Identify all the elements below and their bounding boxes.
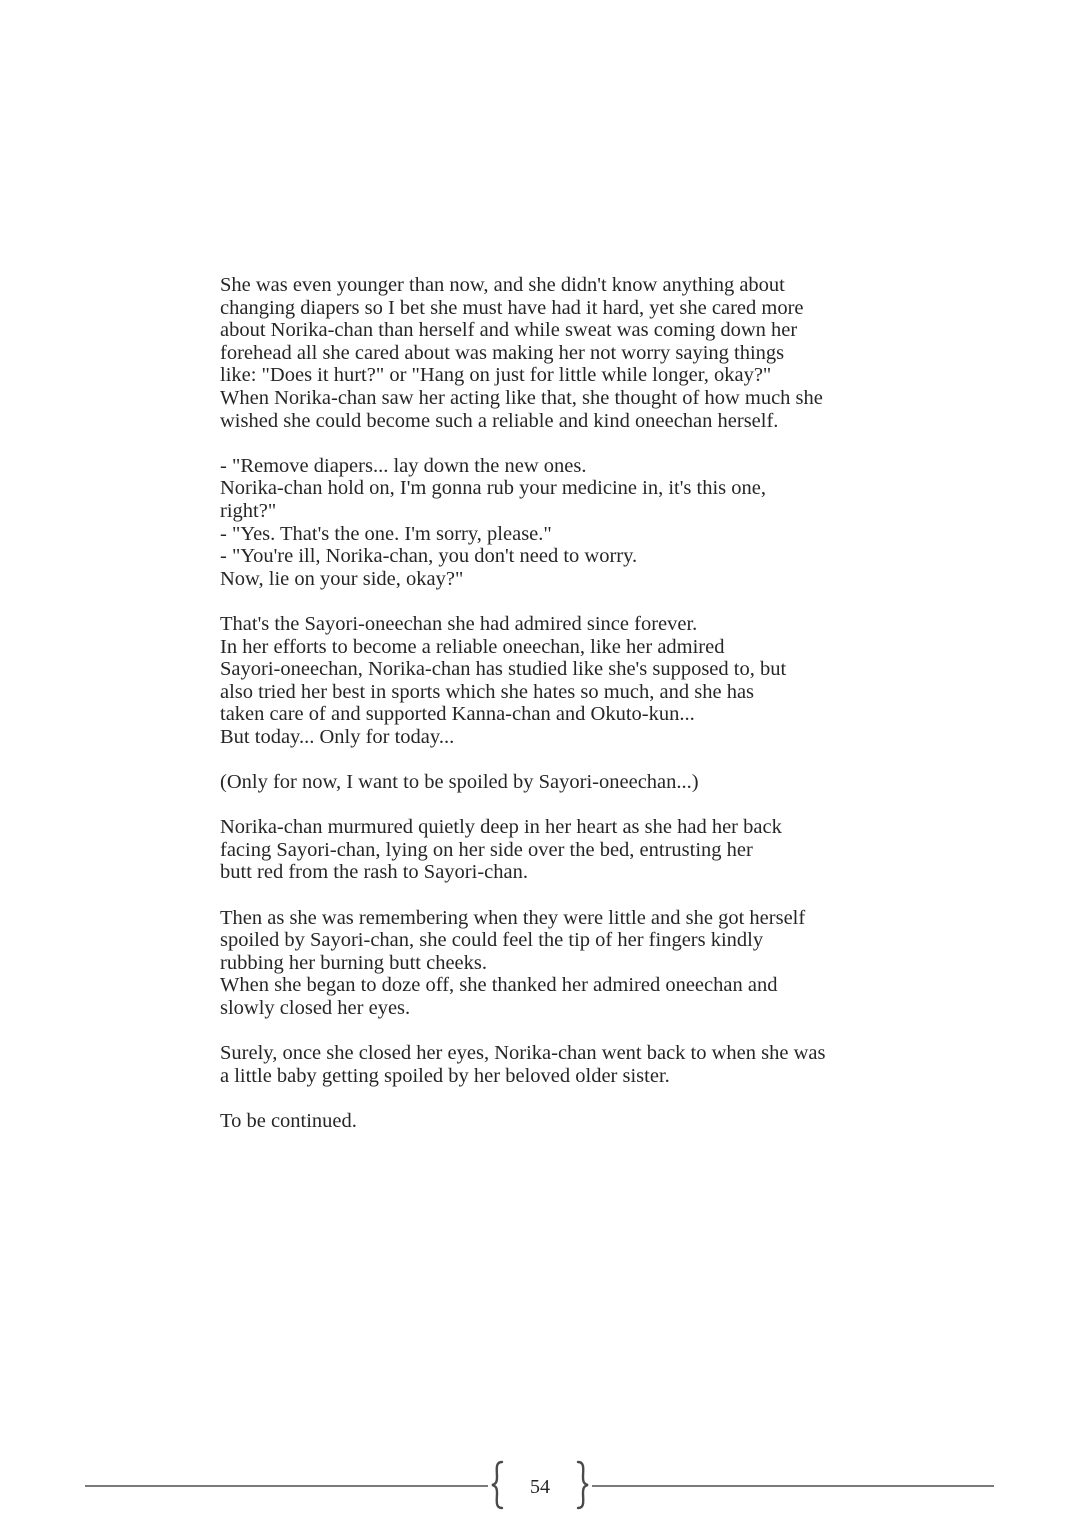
paragraph-8	[220, 1110, 900, 1133]
footer-rule-right	[592, 1485, 994, 1487]
text-line: When she began to doze off, she thanked her admired oneechan and	[220, 974, 778, 997]
text-line: facing Sayori-chan, lying on her side over the bed, entrusting her	[220, 838, 753, 861]
text-line: - "Yes. That's the one. I'm sorry, please."	[220, 522, 552, 545]
left-brace-icon	[490, 1460, 504, 1510]
paragraph-7	[220, 1042, 900, 1087]
text-line: Norika-chan hold on, I'm gonna rub your medicine in, it's this one,	[220, 477, 766, 500]
text-line: right?"	[220, 499, 277, 522]
paragraph-2	[220, 455, 900, 591]
page-number: 54	[530, 1476, 550, 1498]
text-line: Now, lie on your side, okay?"	[220, 567, 464, 590]
text-line: - "You're ill, Norika-chan, you don't need to worry.	[220, 545, 638, 568]
text-line: Then as she was remembering when they were little and she got herself	[220, 906, 806, 929]
body-text	[220, 274, 900, 1155]
paragraph-5	[220, 816, 900, 884]
paragraph-4	[220, 771, 900, 794]
text-line: about Norika-chan than herself and while sweat was coming down her	[220, 319, 798, 342]
text-line: But today... Only for today...	[220, 725, 455, 748]
paragraph-6	[220, 907, 900, 1020]
text-line: like: "Does it hurt?" or "Hang on just for little while longer, okay?"	[220, 364, 772, 387]
text-line: rubbing her burning butt cheeks.	[220, 951, 488, 974]
text-line: wished she could become such a reliable and kind oneechan herself.	[220, 409, 779, 432]
text-line: That's the Sayori-oneechan she had admired since forever.	[220, 612, 698, 635]
text-line: Sayori-oneechan, Norika-chan has studied like she's supposed to, but	[220, 658, 787, 681]
text-line: taken care of and supported Kanna-chan and Okuto-kun...	[220, 703, 695, 726]
text-line: She was even younger than now, and she didn't know anything about	[220, 274, 785, 296]
text-line: slowly closed her eyes.	[220, 997, 411, 1019]
paragraph-1	[220, 274, 900, 432]
text-line: Norika-chan murmured quietly deep in her heart as she had her back	[220, 816, 782, 839]
text-line: Surely, once she closed her eyes, Norika-chan went back to when she was	[220, 1042, 826, 1065]
text-line: - "Remove diapers... lay down the new ones.	[220, 454, 587, 477]
text-line: To be continued.	[220, 1109, 357, 1132]
right-brace-icon	[576, 1460, 590, 1510]
text-line: In her efforts to become a reliable oneechan, like her admired	[220, 635, 725, 658]
text-line: also tried her best in sports which she hates so much, and she has	[220, 680, 755, 703]
footer-rule-left	[85, 1485, 488, 1487]
text-line: (Only for now, I want to be spoiled by Sayori-oneechan...)	[220, 771, 699, 794]
text-line: butt red from the rash to Sayori-chan.	[220, 861, 528, 884]
text-line: spoiled by Sayori-chan, she could feel the tip of her fingers kindly	[220, 929, 764, 952]
text-line: When Norika-chan saw her acting like that, she thought of how much she	[220, 386, 823, 409]
paragraph-3	[220, 613, 900, 749]
text-line: changing diapers so I bet she must have had it hard, yet she cared more	[220, 296, 804, 319]
page-footer	[0, 1460, 1080, 1520]
text-line: forehead all she cared about was making her not worry saying things	[220, 341, 785, 364]
text-line: a little baby getting spoiled by her beloved older sister.	[220, 1064, 670, 1087]
